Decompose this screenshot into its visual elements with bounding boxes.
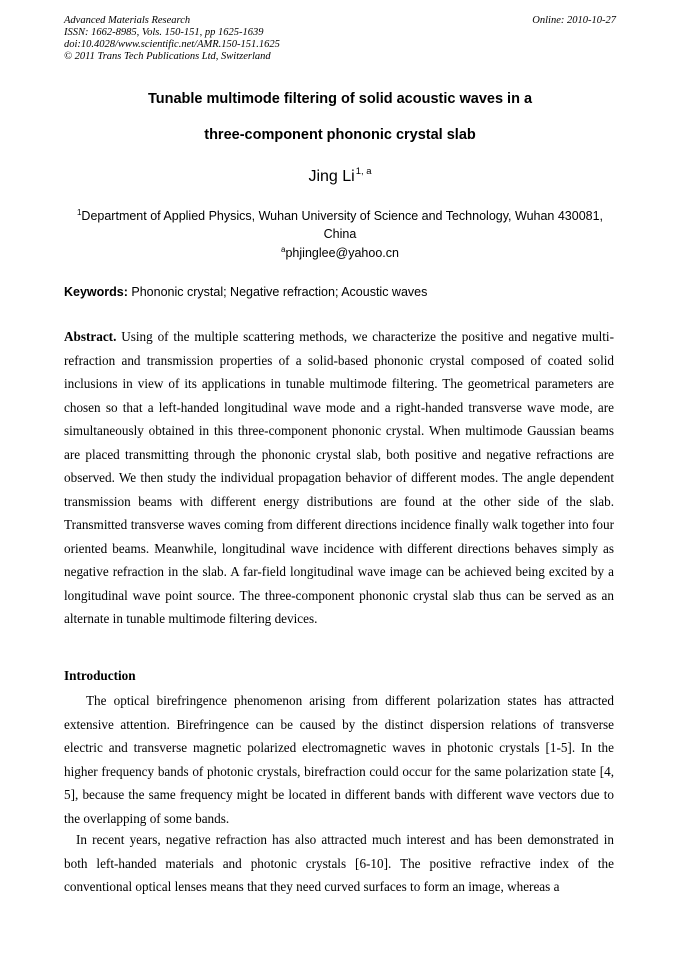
introduction-paragraph-2: In recent years, negative refraction has also attracted much interest and has been demonstrated in both left-handed materials and photonic crystals [6-10]. The positive refractive index of the conventional optical lenses means that they need curved surfaces to form an image, whereas a [64, 832, 614, 894]
email-address: phjinglee@yahoo.cn [285, 246, 399, 260]
paper-title-line-2: three-component phononic crystal slab [204, 127, 476, 143]
introduction-heading: Introduction [64, 668, 136, 683]
journal-name: Advanced Materials Research [64, 15, 191, 26]
paper-title-line-1: Tunable multimode filtering of solid acoustic waves in a [147, 91, 533, 107]
issn-line: ISSN: 1662-8985, Vols. 150-151, pp 1625-1639 [64, 27, 264, 38]
abstract-label: Abstract. [64, 329, 117, 344]
journal-header [64, 15, 616, 63]
author-superscript: 1, a [355, 166, 372, 177]
author [64, 166, 616, 186]
affiliation-superscript: 1 [76, 208, 82, 217]
author-name: Jing Li [308, 168, 355, 185]
abstract [64, 325, 614, 631]
keywords-label: Keywords: [64, 285, 128, 299]
keywords [64, 285, 616, 299]
abstract-text: Using of the multiple scattering methods, we characterize the positive and negative multi-refraction and transmission properties of a solid-based phononic crystal composed of coated solid inclusions in view of its applications in tunable multimode filtering. The geometrical parameters are chosen so that a left-handed longitudinal wave mode and a right-handed transverse wave mode, are simultaneously obtained in this three-component phononic crystal. When multimode Gaussian beams are placed transmitting through the phononic crystal slab, both positive and negative refractions are observed. We then study the individual propagation behavior of different modes. The angle dependent transmission beams with different energy distributions are found at the other side of the slab. Transmitted transverse waves coming from different directions incidence finally walk together into four oriented beams. Meanwhile, longitudinal wave incidence with different directions behaves simply as negative refraction in the slab. A far-field longitudinal wave image can be achieved being excited by a longitudinal wave point source. The three-component phononic crystal slab thus can be served as an alternate in tunable multimode filtering devices. [64, 329, 614, 626]
online-date: Online: 2010-10-27 [532, 15, 616, 26]
email-superscript: a [281, 245, 286, 254]
author-email [64, 245, 616, 260]
copyright-line: © 2011 Trans Tech Publications Ltd, Switzerland [64, 51, 271, 62]
keywords-text: Phononic crystal; Negative refraction; Acoustic waves [127, 285, 428, 299]
introduction-paragraph-1: The optical birefringence phenomenon arising from different polarization states has attracted extensive attention. Birefringence can be caused by the distinct dispersion relations of transverse electric and transverse magnetic polarized electromagnetic waves in photonic crystals [1-5]. In the higher frequency bands of photonic crystals, birefraction could occur for the same polarization state [4, 5], because the same frequency might be located in different bands with different wave vectors due to the overlapping of some bands. [64, 693, 614, 826]
doi-line: doi:10.4028/www.scientific.net/AMR.150-151.1625 [64, 39, 280, 50]
affiliation-text: Department of Applied Physics, Wuhan University of Science and Technology, Wuhan 430081, China [81, 209, 604, 241]
affiliation [64, 204, 616, 243]
